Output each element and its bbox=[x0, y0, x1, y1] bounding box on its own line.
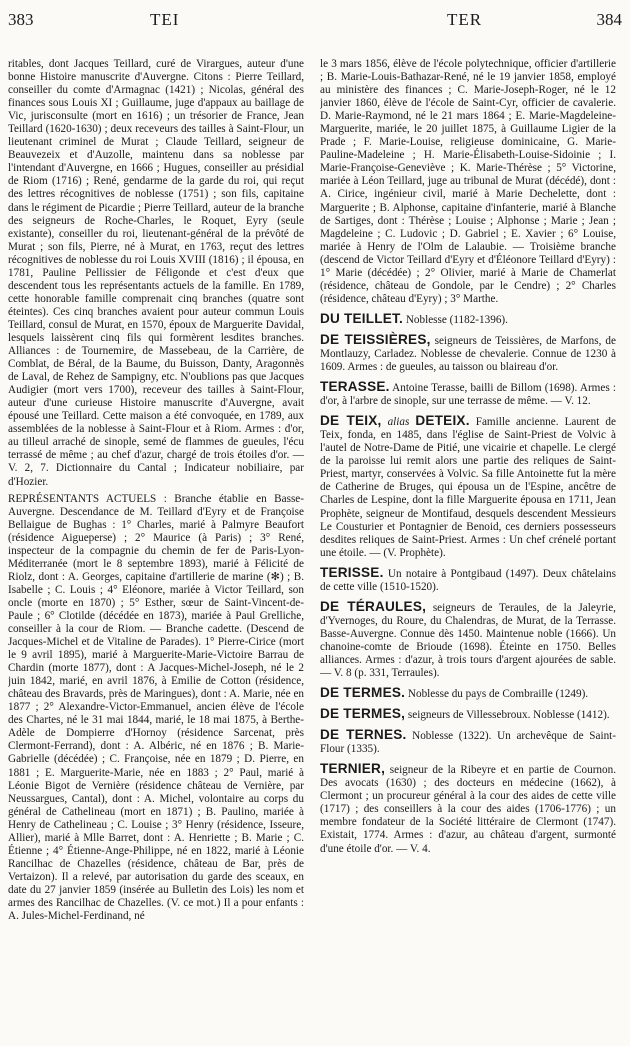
running-head-right: TER bbox=[447, 10, 483, 29]
headword: TERISSE. bbox=[320, 564, 384, 580]
entry-de-teix bbox=[320, 414, 616, 560]
entry-body: seigneurs de Teraules, de la Jaleyrie, d'Yvernoges, du Roure, du Chalendras, de Murat, de la Terrasse. Basse-Auvergne. Connue dès 1450. Maintenue noble (1666). Un chanoine-comte de Brioude (1698). Éteinte en 1750. Belles alliances. Armes : d'azur, à trois tours d'argent ajourées de sable. — V. 8 (p. 331, Terraules). bbox=[320, 601, 616, 680]
headword: DE TEIX, bbox=[320, 413, 382, 429]
entry-body: Un notaire à Pontgibaud (1497). Deux châtelains de cette ville (1510-1520). bbox=[320, 567, 616, 593]
running-head-left: TEI bbox=[150, 10, 180, 29]
entry-de-teraules bbox=[320, 600, 616, 680]
teillard-current-representatives: REPRÉSENTANTS ACTUELS : Branche établie en Basse-Auvergne. Descendance de M. Teillard d'Eyry et de Françoise Bellaigue de Bughas : 1° Charles, marié à Palmyre Beaufort (résidence Aigueperse) ; 2° Maurice (à Paris) ; 3° René, inspecteur de la compagnie du chemin de fer de Paris-Lyon-Méditerranée (mort le 8 septembre 1893), marié à Félicité de Riolz, dont : A. Georges, capitaine d'artillerie de marine (✻) ; B. Isabelle ; C. Louis ; 4° Eléonore, mariée à Victor Teillard, son oncle (morte en 1870) ; 5° Esther, sœur de Saint-Vincent-de-Paule ; 6° Clotilde (décédée en 1873), mariée à Paul Grelliche, conseiller à la cour de Riom. — Branche cadette. (Descend de Jacques-Michel et de Vitaline de Parades). 1° Pierre-Cirice (mort le 9 avril 1895), marié à Marguerite-Marie-Victoire Barrau de Chardin (morte 1877), dont : A Jacques-Michel-Joseph, né le 2 juin 1842, marié, en avril 1876, à Emilie de Cotton (résidence, château des Bravards, près de Maringues), dont : A. Marie, née en 1877 ; 2° Alexandre-Victor-Emmanuel, ancien élève de l'école des Chartes, né le 31 mai 1844, marié, le 18 mai 1875, à Berthe-Adèle de Dompierre d'Hornoy (résidence Sarcenat, près Clermont-Ferrand), dont : A. Albéric, né en 1876 ; B. Marie-Gabrielle (décédée) ; C. Françoise, née en 1879 ; D. Pierre, en 1881 ; E. Marguerite-Marie, née en 1883 ; 2° Paul, marié à Léonie Bigot de Vernière (résidence château de Vernière, par Neussargues, Cantal), dont : A. Michel, volontaire au corps du général de Cathelineau (mort en 1871) ; B. Paulino, mariée à Henry de Cathelineau ; C. Louise ; 3° Henry (résidence, Isseure, Allier), marié à Mlle Barret, dont : A. Henriette ; B. Marie ; C. Étienne ; 4° Étienne-Ange-Philippe, né en 1822, marié à Léonie Rancilhac de Chazelles (résidence, château de Bar, près de Vertaizon). Il a relevé, par autorisation du garde des sceaux, en date du 27 janvier 1859 (insérée au Bulletin des Lois) les nom et armes des Rancilhac de Chazelles. (V. ce mot.) Il a pour enfants : A. Jules-Michel-Ferdinand, né bbox=[8, 492, 304, 923]
headword: DU TEILLET. bbox=[320, 310, 404, 326]
entry-body: Antoine Terasse, bailli de Billom (1698). Armes : d'or, à l'arbre de sinople, sur une terrasse de même. — V. 12. bbox=[320, 382, 616, 408]
entry-de-teissieres bbox=[320, 333, 616, 374]
entry-terasse bbox=[320, 380, 616, 408]
headword: TERNIER, bbox=[320, 761, 386, 777]
headword-alias: DETEIX. bbox=[415, 413, 470, 429]
entry-body: Famille ancienne. Laurent de Teix, fonda, en 1485, dans l'église de Saint-Priest de Volvic à l'autel de Notre-Dame de Pitié, une vicairie et chapelle. Le clergé de la paroisse lui remit alors une partie des reliques de Saint-Priest, martyr, conservées à Volvic. Sa fille Antoinette fut la mère de Catherine de Bruges, qui épousa un de l'Espine, ancêtre de Charles de Lespine, dont la fille Marguerite épousa en 1711, Jean Prophète, seigneur de Montifaud, desquels descendent Messieurs Le Cousturier et Pontagnier de Benoid, ces derniers possesseurs desdites reliques de Saint-Priest. Armes : Un chef crénelé portant une étoile. — (V. Prophète). bbox=[320, 416, 616, 559]
entry-de-ternes bbox=[320, 728, 616, 756]
page-header bbox=[0, 10, 630, 40]
headword: DE TERMES, bbox=[320, 706, 406, 722]
headword: DE TERNES. bbox=[320, 727, 407, 743]
alias-label: alias bbox=[381, 416, 416, 429]
page-number-right: 384 bbox=[596, 10, 622, 29]
headword: DE TEISSIÈRES, bbox=[320, 331, 431, 347]
teillard-entry-continued: ritables, dont Jacques Teillard, curé de Virargues, auteur d'une bonne Histoire manuscrite d'Auvergne. Citons : Pierre Teillard, conseiller du comte d'Armagnac (1421) ; Nicolas, général des finances sous Louis XI ; Guillaume, juge d'appaux au baillage de Vic, jurisconsulte (mort en 1616) ; un trésorier de France, Jean Teillard (1620-1630) ; deux receveurs des tailles à Saint-Flour, un lieutenant criminel de Murat ; Claude Teillard, seigneur de Beauvezeix et d'Auzolle, maintenu dans sa noblesse par l'intendant d'Auvergne, en 1666 ; Hugues, conseiller au présidial de Riom (1716) ; René, gendarme de la garde du roi, qui reçut des lettres récognitives de noblesse (1751) ; son fils, capitaine dans le régiment de Picardie ; Pierre Teillard, auteur de la branche des seigneurs de Roche-Charles, le Roquet, Eyry (seule existante), conseiller du roi, lieutenant-général de la prévôté de Murat ; son fils, Pierre, né à Murat, en 1763, reçut des lettres récognitives de noblesse du roi Louis XVIII (1816) ; il épousa, en 1781, Pauline Pellissier de Féligonde et c'est d'eux que descendent tous les représentants actuels de la famille. En 1789, cette honorable famille comprenait cinq branches (quatre sont éteintes). Ces cinq branches avaient pour auteur commun Louis Teillard, consul de Murat, en 1570, époux de Marguerite Davidal, lesquels laissèrent cinq fils qui formèrent lesdites branches. Alliances : de Tournemire, de Massebeau, de la Carrière, de Comblat, de Béral, de la Baume, du Buisson, Danty, Aragonnès de Laval, de Rehez de Sampigny, etc. N'oublions pas que Jacques Audigier (mort vers 1700), receveur des tailles à Saint-Flour, auteur d'une curieuse Histoire manuscrite d'Auvergne, avait épousé une Teillard. Cette maison a été convoquée, en 1789, aux assemblées de la noblesse à Saint-Flour et à Riom. Armes : d'or, au tilleul arraché de sinople, semé de flammes de gueules, l'écu terrassé de même ; au chef d'azur, chargé de trois étoiles d'or. — V. 2, 7. Dictionnaire du Cantal ; Indicateur nobiliaire, par d'Hozier. bbox=[8, 58, 304, 488]
page-number-left: 383 bbox=[8, 10, 34, 29]
entry-body: seigneur de la Ribeyre et en partie de Cournon. Des avocats (1630) ; des docteurs en médecine (1662), à Clermont ; un procureur général à la cour des aides de cette ville (1717) ; des conseillers à la cour des aides (1706-1776) ; un membre fondateur de la Société littéraire de Clermont (1747). Existait, 1774. Armes : d'azur, au château d'argent, surmonté d'une étoile d'or. — V. 4. bbox=[320, 764, 616, 855]
headword: DE TÉRAULES, bbox=[320, 598, 427, 614]
headword: TERASSE. bbox=[320, 379, 390, 395]
entry-body: Noblesse du pays de Combraille (1249). bbox=[405, 688, 589, 701]
entry-du-teillet bbox=[320, 312, 616, 327]
entry-body: Noblesse (1182-1396). bbox=[403, 313, 508, 326]
entry-terisse bbox=[320, 566, 616, 594]
entry-de-termes-combraille bbox=[320, 686, 616, 701]
entry-body: seigneurs de Teissières, de Marfons, de Montlauzy, Carladez. Noblesse de chevalerie. Connue de 1230 à 1609. Armes : de gueules, au taisson ou blaireau d'or. bbox=[320, 334, 616, 374]
entry-de-termes-villessebroux bbox=[320, 707, 616, 722]
right-column bbox=[320, 58, 616, 1038]
headword: DE TERMES. bbox=[320, 685, 406, 701]
teillard-entry-end: le 3 mars 1856, élève de l'école polytechnique, officier d'artillerie ; B. Marie-Louis-Bathazar-René, né le 19 janvier 1858, employé au ministère des finances ; C. Marie-Joseph-Roger, né le 12 janvier 1860, élève de l'école de Saint-Cyr, officier de cavalerie. D. Marie-Raymond, né le 21 mars 1864 ; E. Marie-Magdeleine-Marguerite, mariée, le 20 juillet 1875, à Guillaume Ligier de la Prade ; F. Marie-Louise, religieuse dominicaine, G. Marie-Pauline-Madeleine ; H. Marie-Élisabeth-Louise-Sidoinie ; I. Marie-Françoise-Geneviève ; K. Marie-Thérèse ; 5° Victorine, mariée à Léon Teillard, juge au tribunal de Murat (décédé), dont : A. Cirice, ingénieur civil, marié à Marie Dechelette, dont : Marguerite ; B. Alphonse, capitaine d'infanterie, marié à Blanche de Sartiges, dont : Thérèse ; Louise ; Alphonse ; Marie ; Jean ; Magdeleine ; C. Ludovic ; D. Gabriel ; E. Xavier ; 6° Louise, mariée à Henry de l'Olm de Lalaubie. — Troisième branche (descend de Victor Teillard d'Eyry et d'Éléonore Teillard d'Eyry) : 1° Marie (décédée) ; 2° Olivier, marié à Marie de Chamerlat (résidence, château de Gondole, par le Cendre) ; 2° Charles (résidence, château d'Eyry) ; 3° Marthe. bbox=[320, 58, 616, 305]
entry-body: Noblesse (1322). Un archevêque de Saint-Flour (1335). bbox=[320, 730, 616, 756]
entry-ternier bbox=[320, 762, 616, 855]
left-column bbox=[8, 58, 304, 1038]
entry-body: seigneurs de Villessebroux. Noblesse (1412). bbox=[405, 709, 610, 722]
